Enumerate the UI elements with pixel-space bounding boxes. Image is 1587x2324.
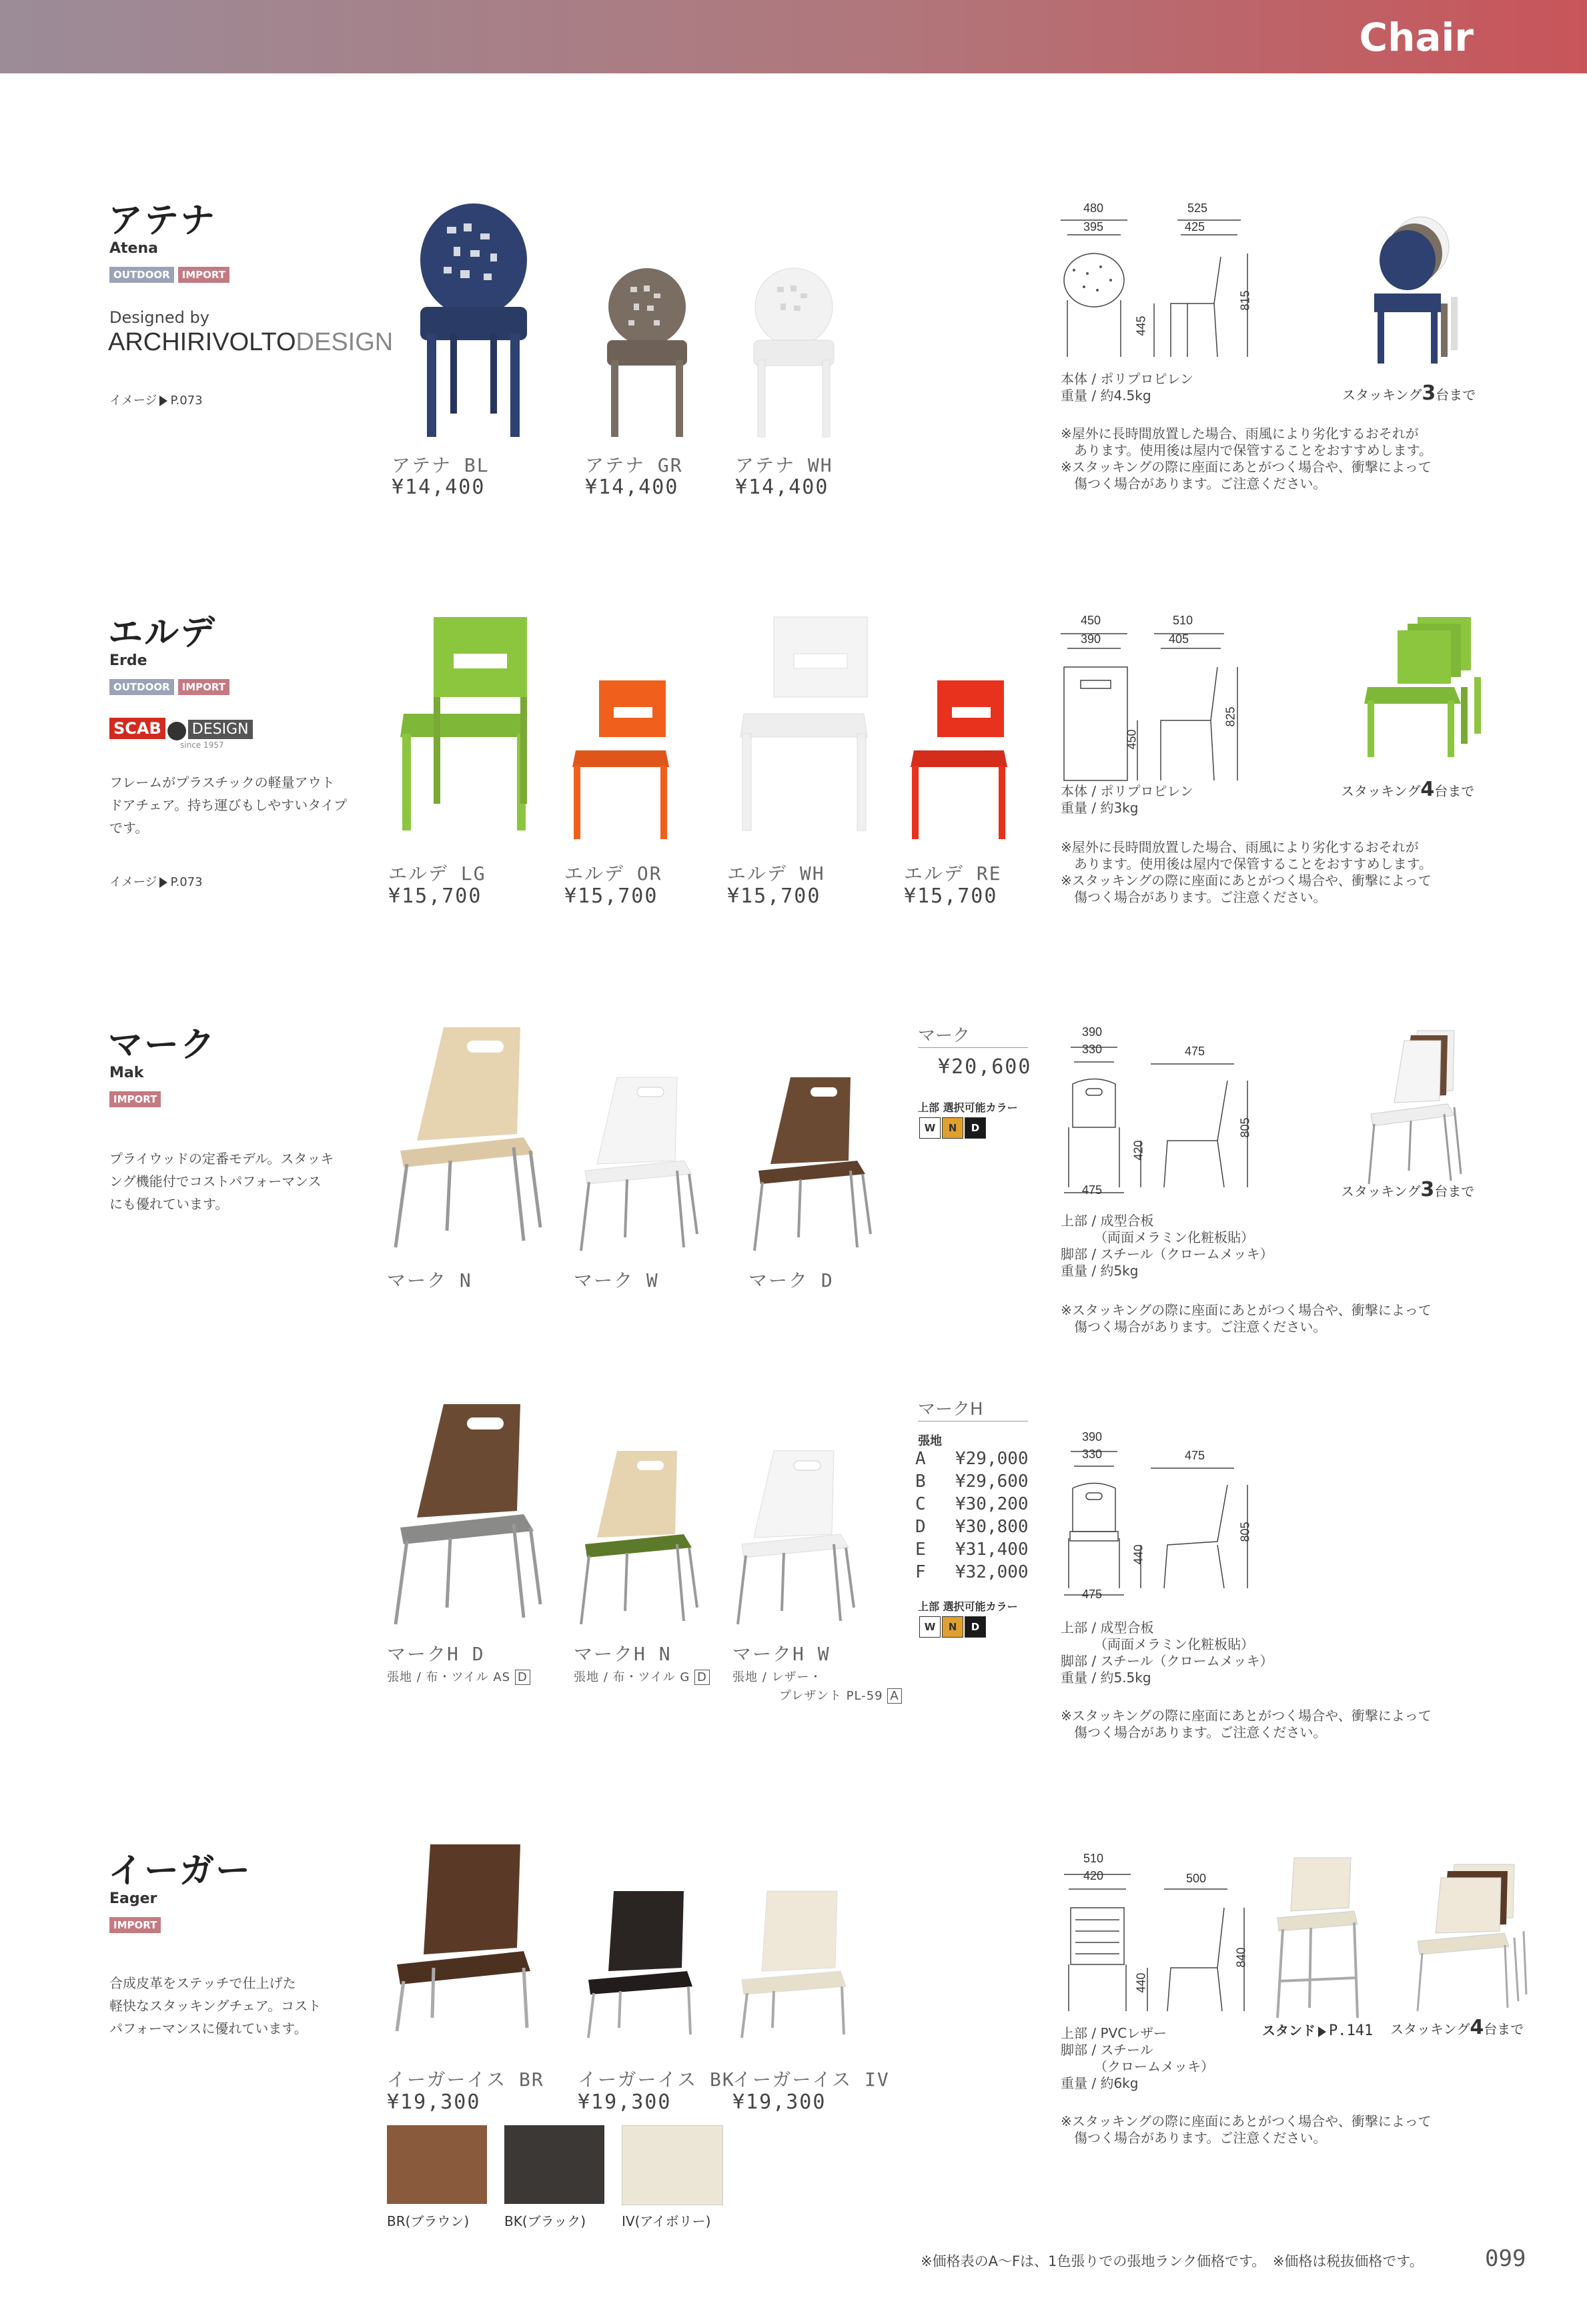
dim-floor-width: 475	[1082, 1588, 1103, 1601]
color-d: D	[965, 1117, 986, 1139]
color-n: N	[942, 1117, 963, 1139]
product-name: エルデ LG	[388, 862, 486, 885]
product-price: ¥14,400	[735, 476, 829, 499]
erde-lg-photo	[390, 614, 544, 834]
atena-badges	[109, 267, 233, 283]
makh-n-photo	[577, 1447, 704, 1628]
dim-width: 390	[1082, 1430, 1103, 1443]
dim-width-seat: 395	[1083, 220, 1104, 233]
eager-stand-photo	[1264, 1854, 1364, 2021]
mak-description: プライウッドの定番モデル。スタッキ ング機能付でコストパフォーマンス にも優れています。	[109, 1151, 334, 1212]
color-label: 上部 選択可能カラー	[918, 1101, 1018, 1114]
atena-gr-photo	[587, 267, 707, 440]
page-number: 099	[1485, 2245, 1526, 2272]
swatch-bk	[504, 2125, 604, 2204]
dim-depth: 475	[1185, 1045, 1205, 1058]
color-n: N	[942, 1616, 963, 1638]
dim-width: 390	[1082, 1025, 1103, 1039]
dim-seat-height: 450	[1125, 729, 1139, 750]
mak-color-options	[919, 1117, 987, 1139]
makh-notes: ※スタッキングの際に座面にあとがつく場合や、衝撃によって 傷つく場合があります。ご注意ください。	[1061, 1708, 1432, 1740]
import-badge: IMPORT	[109, 1091, 161, 1107]
triangle-icon	[1318, 2026, 1326, 2037]
product-price: ¥15,700	[727, 885, 821, 908]
eager-br-photo	[387, 1841, 540, 2035]
atena-notes: ※屋外に長時間放置した場合、雨風により劣化するおそれが あります。使用後は屋内で保管することをおすすめします。 ※スタッキングの際に座面にあとがつく場合や、衝撃によって 傷つく場合があります。ご注意ください。	[1061, 426, 1432, 492]
product-name: マーク D	[748, 1269, 834, 1291]
mak-stacking: スタッキング3台まで	[1341, 1178, 1475, 1201]
makh-w-photo	[734, 1447, 861, 1628]
dim-height: 840	[1234, 1947, 1248, 1968]
erde-stack-photo	[1354, 614, 1488, 760]
import-badge: IMPORT	[178, 267, 229, 283]
makh-price-table	[915, 1447, 1029, 1584]
product-name: マークH D	[387, 1643, 485, 1665]
atena-stack-photo	[1341, 213, 1468, 367]
eager-stack-photo	[1408, 1861, 1528, 2014]
product-price: ¥15,700	[904, 885, 998, 908]
dim-width-seat: 390	[1081, 632, 1101, 646]
eager-stacking: スタッキング4台まで	[1390, 2016, 1524, 2039]
swatch-label: BK(ブラック)	[504, 2213, 586, 2229]
dim-height: 825	[1223, 706, 1237, 727]
dim-depth: 510	[1173, 614, 1193, 627]
mak-badges	[109, 1091, 165, 1107]
mak-stack-photo	[1354, 1027, 1468, 1187]
erde-description: フレームがプラスチックの軽量アウト ドアチェア。持ち運びもしやすいタイプ です。	[109, 774, 348, 836]
product-fabric-2: プレザント PL-59 A	[779, 1686, 902, 1704]
eager-title: イーガー	[108, 1851, 251, 1891]
color-w: W	[919, 1616, 941, 1638]
product-name: エルデ RE	[904, 862, 1002, 885]
product-name: アテナ GR	[585, 454, 683, 476]
product-name: アテナ BL	[392, 454, 490, 476]
header-title: Chair	[1359, 15, 1474, 60]
product-name: マークH N	[574, 1643, 672, 1665]
product-price: ¥19,300	[387, 2091, 481, 2114]
product-name: イーガーイス BK	[578, 2069, 735, 2091]
product-price: ¥15,700	[564, 885, 658, 908]
product-name: アテナ WH	[735, 454, 833, 476]
product-name: マーク N	[387, 1269, 472, 1291]
mak-price-label: マーク	[918, 1026, 971, 1046]
erde-re-photo	[904, 680, 1017, 840]
atena-wh-photo	[734, 267, 854, 440]
swatch-iv	[622, 2125, 723, 2205]
atena-stacking: スタッキング3台まで	[1342, 382, 1476, 405]
eager-notes: ※スタッキングの際に座面にあとがつく場合や、衝撃によって 傷つく場合があります。ご注意ください。	[1061, 2113, 1432, 2146]
dim-height: 805	[1238, 1522, 1252, 1542]
erde-title-en: Erde	[109, 652, 147, 669]
dim-width: 480	[1083, 201, 1104, 215]
product-fabric: 張地 / レザー・	[732, 1670, 823, 1684]
globe-icon	[167, 722, 186, 740]
outdoor-badge: OUTDOOR	[109, 267, 174, 283]
dim-depth: 525	[1187, 201, 1208, 215]
atena-bl-photo	[390, 200, 564, 440]
product-fabric: 張地 / 布・ツイル G D	[574, 1668, 710, 1685]
erde-material: 本体 / ポリプロピレン 重量 / 約3kg	[1061, 783, 1193, 816]
erde-or-photo	[566, 680, 679, 840]
product-name: イーガーイス BR	[387, 2069, 544, 2091]
erde-image-link[interactable]: イメージ P.073	[109, 875, 203, 889]
price-row: B ¥29,600	[915, 1472, 1029, 1492]
dim-width-seat: 330	[1082, 1447, 1103, 1461]
dim-depth-seat: 405	[1169, 632, 1189, 646]
dim-seat-height: 440	[1131, 1544, 1145, 1565]
import-badge: IMPORT	[178, 679, 229, 695]
product-name: エルデ OR	[564, 862, 662, 885]
dim-width: 450	[1081, 614, 1101, 627]
makh-color-options	[919, 1616, 987, 1638]
product-price: ¥14,400	[585, 476, 679, 499]
atena-title: アテナ	[108, 201, 217, 241]
mak-w-photo	[577, 1074, 704, 1254]
price-row: D ¥30,800	[915, 1517, 1029, 1537]
dim-height: 805	[1238, 1117, 1252, 1138]
dim-width-seat: 330	[1082, 1043, 1103, 1056]
price-row: A ¥29,000	[915, 1449, 1029, 1469]
triangle-icon	[159, 396, 167, 406]
mak-price: ¥20,600	[938, 1055, 1032, 1079]
product-name: マーク W	[574, 1269, 659, 1291]
product-name: マークH W	[732, 1643, 831, 1665]
scab-design-logo: SCAB DESIGN since 1957	[109, 718, 253, 750]
color-label: 上部 選択可能カラー	[918, 1600, 1018, 1613]
designed-by-label: Designed by	[109, 308, 209, 327]
triangle-icon	[159, 877, 167, 888]
price-row: C ¥30,200	[915, 1494, 1029, 1514]
product-price: ¥19,300	[732, 2091, 827, 2114]
eager-bk-photo	[580, 1888, 700, 2041]
erde-notes: ※屋外に長時間放置した場合、雨風により劣化するおそれが あります。使用後は屋内で保管することをおすすめします。 ※スタッキングの際に座面にあとがつく場合や、衝撃によって 傷つく場合があります。ご注意ください。	[1061, 839, 1432, 905]
product-name: エルデ WH	[727, 862, 825, 885]
erde-wh-photo	[730, 614, 884, 834]
dim-depth: 475	[1185, 1449, 1205, 1462]
swatch-br	[387, 2125, 487, 2204]
designer-logo: ARCHIRIVOLTODESIGN	[108, 328, 394, 356]
mak-title-en: Mak	[109, 1065, 144, 1081]
dim-seat-height: 440	[1134, 1972, 1148, 1993]
divider	[918, 1047, 1028, 1048]
makh-material: 上部 / 成型合板 （両面メラミン化粧板貼） 脚部 / スチール（クロームメッキ） 重量 / 約5.5kg	[1061, 1620, 1273, 1686]
price-row: E ¥31,400	[915, 1540, 1029, 1560]
product-name: イーガーイス IV	[732, 2069, 890, 2091]
color-d: D	[965, 1616, 986, 1638]
fabric-label: 張地	[918, 1434, 942, 1448]
mak-notes: ※スタッキングの際に座面にあとがつく場合や、衝撃によって 傷つく場合があります。ご注意ください。	[1061, 1302, 1432, 1335]
mak-material: 上部 / 成型合板 （両面メラミン化粧板貼） 脚部 / スチール（クロームメッキ） 重量 / 約5kg	[1061, 1213, 1273, 1279]
product-fabric: 張地 / 布・ツイル AS D	[387, 1668, 530, 1685]
erde-stacking: スタッキング4台まで	[1341, 778, 1475, 801]
mak-d-photo	[750, 1074, 877, 1254]
mak-n-photo	[390, 1024, 550, 1251]
mak-title: マーク	[108, 1025, 217, 1065]
dim-height: 815	[1238, 290, 1252, 311]
atena-title-en: Atena	[109, 240, 158, 257]
dim-width-seat: 420	[1083, 1869, 1104, 1882]
color-w: W	[919, 1117, 941, 1139]
dim-floor-width: 475	[1082, 1183, 1103, 1197]
eager-badges	[109, 1917, 165, 1933]
dim-depth-seat: 425	[1185, 220, 1205, 233]
dim-seat-height: 420	[1131, 1140, 1145, 1161]
page-header	[0, 0, 1587, 73]
import-badge: IMPORT	[109, 1917, 161, 1933]
eager-title-en: Eager	[109, 1890, 157, 1907]
makh-d-photo	[390, 1401, 550, 1628]
eager-stand-link[interactable]: スタンド P.141	[1262, 2022, 1374, 2039]
erde-badges	[109, 679, 233, 695]
product-price: ¥14,400	[392, 476, 486, 499]
atena-material: 本体 / ポリプロピレン 重量 / 約4.5kg	[1061, 371, 1193, 404]
makh-price-label: マークH	[918, 1399, 983, 1419]
product-price: ¥15,700	[388, 885, 482, 908]
swatch-label: BR(ブラウン)	[387, 2213, 470, 2229]
eager-material: 上部 / PVCレザー 脚部 / スチール （クロームメッキ） 重量 / 約6kg	[1061, 2025, 1214, 2091]
eager-iv-photo	[734, 1888, 854, 2041]
eager-description: 合成皮革をステッチで仕上げた 軽快なスタッキングチェア。コスト パフォーマンスに優れています。	[109, 1975, 322, 2037]
price-row: F ¥32,000	[915, 1562, 1029, 1582]
footer-notes: ※価格表のA～Fは、1色張りでの張地ランク価格です。 ※価格は税抜価格です。	[921, 2253, 1424, 2269]
dim-width: 510	[1083, 1852, 1104, 1865]
outdoor-badge: OUTDOOR	[109, 679, 174, 695]
erde-title: エルデ	[108, 613, 217, 653]
dim-depth: 500	[1186, 1872, 1207, 1885]
product-price: ¥19,300	[578, 2091, 672, 2114]
swatch-label: IV(アイボリー)	[622, 2213, 711, 2229]
dim-seat-height: 445	[1134, 316, 1148, 336]
atena-image-link[interactable]: イメージ P.073	[109, 394, 203, 408]
